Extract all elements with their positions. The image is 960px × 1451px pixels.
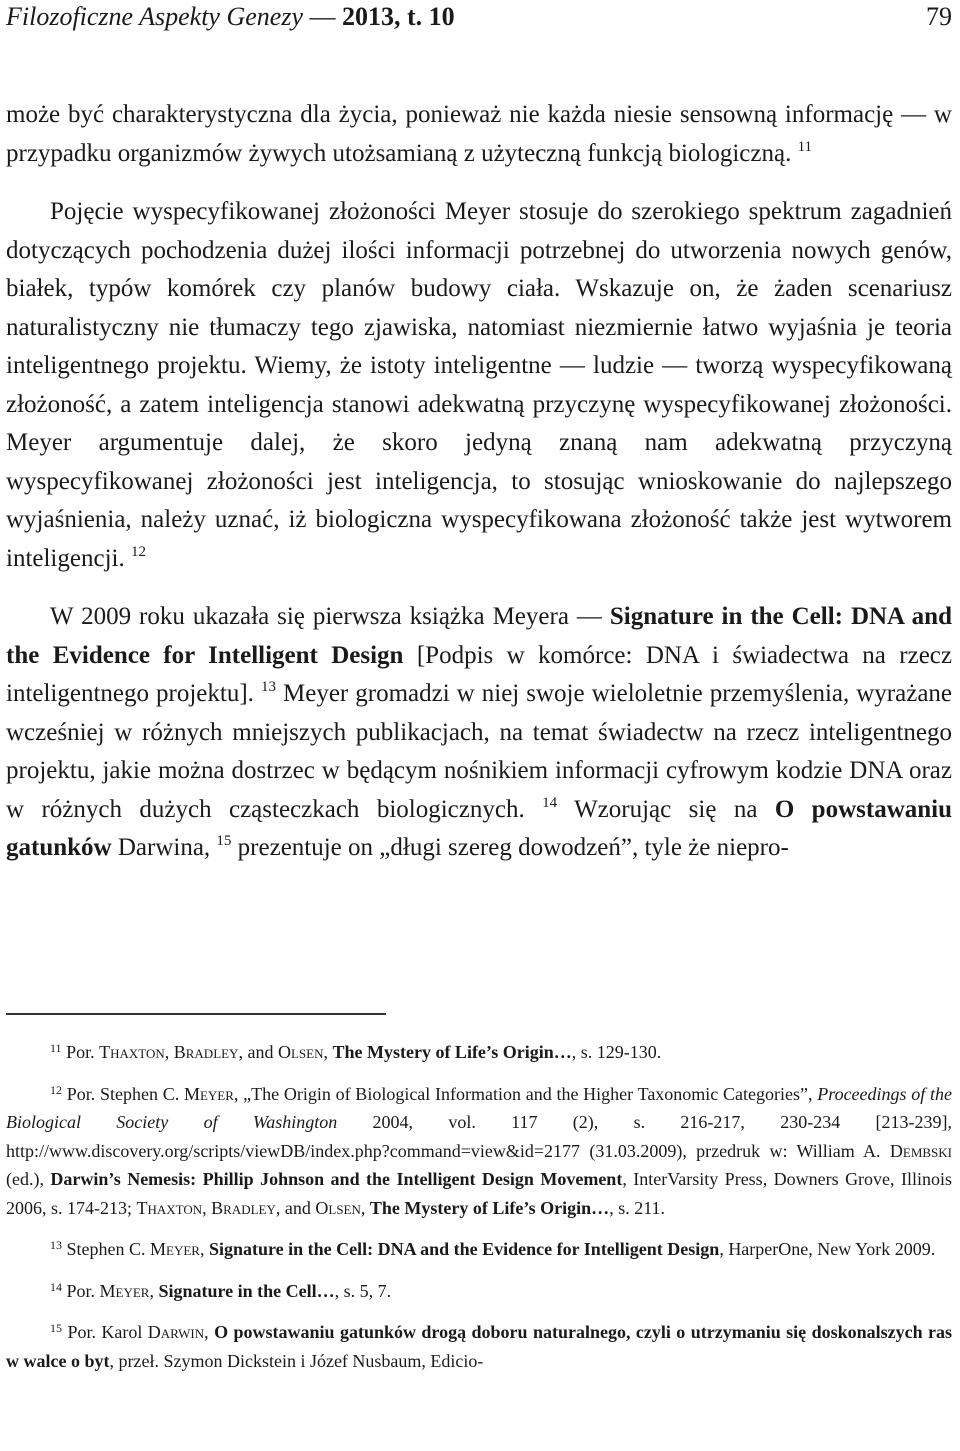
footnote-text: , „The Origin of Biological Information and the Higher Taxonomic Categories”, [233,1083,818,1104]
cited-title: The Mystery of Life’s Origin… [332,1042,572,1062]
author-name: Meyer [183,1083,234,1104]
cited-journal: Proceedings of the Biological Society of Washington [6,1083,952,1132]
cited-title: Darwin’s Nemesis: Phillip Johnson and the Intelligent Design Movement [50,1169,623,1189]
footnote-text: , [199,1239,209,1259]
author-name: Thaxton [136,1197,203,1218]
footnote-11 [6,1038,952,1067]
paragraph-3 [6,598,952,868]
footnote-text: , przeł. Szymon Dickstein i Józef Nusbaum, Edicio- [109,1350,484,1371]
footnote-text: , and [275,1197,316,1218]
footnote-text: Stephen C. [66,1239,150,1259]
footnote-text: , [360,1197,370,1218]
footnote-ref-15[interactable]: 15 [216,833,232,849]
footnote-ref-11[interactable]: 11 [797,138,813,155]
paragraph-3-part-4: Wzorując się na [557,795,775,823]
cited-title: Signature in the Cell… [158,1280,335,1301]
footnote-text: Por. [66,1042,100,1062]
footnote-text: (ed.), [6,1169,51,1189]
author-name: Meyer [99,1280,150,1301]
footnote-text: , s. 129-130. [571,1042,662,1062]
journal-title: Filozoficzne Aspekty Genezy [6,2,303,31]
footnote-text: , s. 5, 7. [334,1280,392,1301]
header-dash: — [309,2,336,31]
footnote-number: 12 [50,1082,62,1097]
footnote-text: Por. Stephen C. [66,1083,184,1104]
body-text [6,96,952,868]
cited-title: Signature in the Cell: DNA and the Evidence for Intelligent Design [208,1239,720,1259]
page-number: 79 [926,2,952,31]
footnote-ref-13[interactable]: 13 [260,679,276,695]
footnote-ref-14[interactable]: 14 [542,794,558,811]
footnote-text: , [323,1042,333,1062]
footnote-text: Por. [66,1280,100,1301]
footnote-text: Por. Karol [67,1322,148,1342]
footnote-text: , HarperOne, New York 2009. [719,1239,936,1259]
paragraph-2 [6,193,952,578]
footnote-number: 11 [50,1041,62,1055]
paragraph-3-part-5: Darwina, [111,834,211,861]
author-name: Thaxton [99,1042,165,1062]
footnote-text: , and [238,1042,278,1062]
footnote-13 [6,1235,952,1264]
author-name: Olsen [277,1042,324,1062]
footnote-number: 15 [50,1321,62,1335]
paragraph-3-part-6: prezentuje on „długi szereg dowodzeń”, tyle że niepro- [231,834,789,861]
footnote-text: , [202,1197,212,1218]
running-header [6,2,952,38]
footnote-text-with-link[interactable]: 2004, vol. 117 (2), s. 216-217, 230-234 [213-239], http://www.discovery.org/scripts/viewDB/index.php?command=view&id=2177 (31.03.2009), przedruk w: William A. [6,1112,952,1161]
footnote-text: , [149,1280,159,1301]
footnote-text: , [164,1042,174,1062]
author-name: Bradley [173,1042,239,1062]
paragraph-2-text: Pojęcie wyspecyfikowanej złożoności Meyer stosuje do szerokiego spektrum zagadnień dotyczących pochodzenia dużej ilości informacji potrzebnej do utworzenia nowych genów, białek, typów komórek czy planów budowy ciała. Wskazuje on, że żaden scenariusz naturalistyczny nie tłumaczy tego zjawiska, natomiast niezmiernie łatwo wyjaśnia je teoria inteligentnego projektu. Wiemy, że istoty inteligentne — ludzie — tworzą wyspecyfikowaną złożoność, a zatem inteligencja stanowi adekwatną przyczynę wyspecyfikowanej złożoności. Meyer argumentuje dalej, że skoro jedyną znaną nam adekwatną przyczyną wyspecyfikowanej złożoności jest inteligencja, to stosując wnioskowanie do najlepszego wyjaśnienia, należy uznać, iż biologiczna wyspecyfikowana złożoność także jest wytworem inteligencji. [6,198,952,572]
footnote-text: , InterVarsity Press, Downers Grove, Illinois 2006, s. 174-213; [6,1169,952,1218]
footnote-number: 14 [50,1279,62,1294]
footnote-number: 13 [50,1238,62,1252]
footnote-12 [6,1080,952,1223]
author-name: Dembski [889,1140,952,1161]
footnote-text: , [204,1322,215,1342]
issue-info: 2013, t. 10 [341,2,455,31]
author-name: Meyer [150,1239,200,1259]
footnotes [6,1038,952,1388]
author-name: Olsen [315,1197,361,1218]
paragraph-1 [6,96,952,173]
cited-title: The Mystery of Life’s Origin… [369,1197,610,1218]
footnote-separator [6,1013,386,1015]
footnote-15 [6,1318,952,1375]
book-title-signature: Signature in the Cell: DNA and the Evidence for Intelligent Design [6,603,952,669]
paragraph-3-part-1: W 2009 roku ukazała się pierwsza książka Meyera — [50,603,610,630]
footnote-14 [6,1277,952,1306]
paragraph-3-part-2: [Podpis w komórce: DNA i świadectwa na rzecz inteligentnego projektu]. [6,641,952,707]
paragraph-3-part-3: Meyer gromadzi w niej swoje wieloletnie przemyślenia, wyrażane wcześniej w różnych mniejszych publikacjach, na temat świadectw na rzecz inteligentnego projektu, jakie można dostrzec w będącym nośnikiem informacji cyfrowym kodzie DNA oraz w różnych dużych cząsteczkach biologicznych. [6,680,953,823]
cited-title: O powstawaniu gatunków drogą doboru naturalnego, czyli o utrzymaniu się doskonalszych ras w walce o byt [6,1322,953,1371]
book-title-darwin: O powstawaniu gatunków [6,795,952,861]
paragraph-1-text: może być charakterystyczna dla życia, ponieważ nie każda niesie sensowną informację — w przypadku organizmów żywych utożsamianą z użyteczną funkcją biologiczną. [6,101,952,167]
author-name: Darwin [147,1322,205,1342]
footnote-ref-12[interactable]: 12 [130,543,146,560]
footnote-text: , s. 211. [609,1197,666,1218]
author-name: Bradley [211,1197,276,1218]
